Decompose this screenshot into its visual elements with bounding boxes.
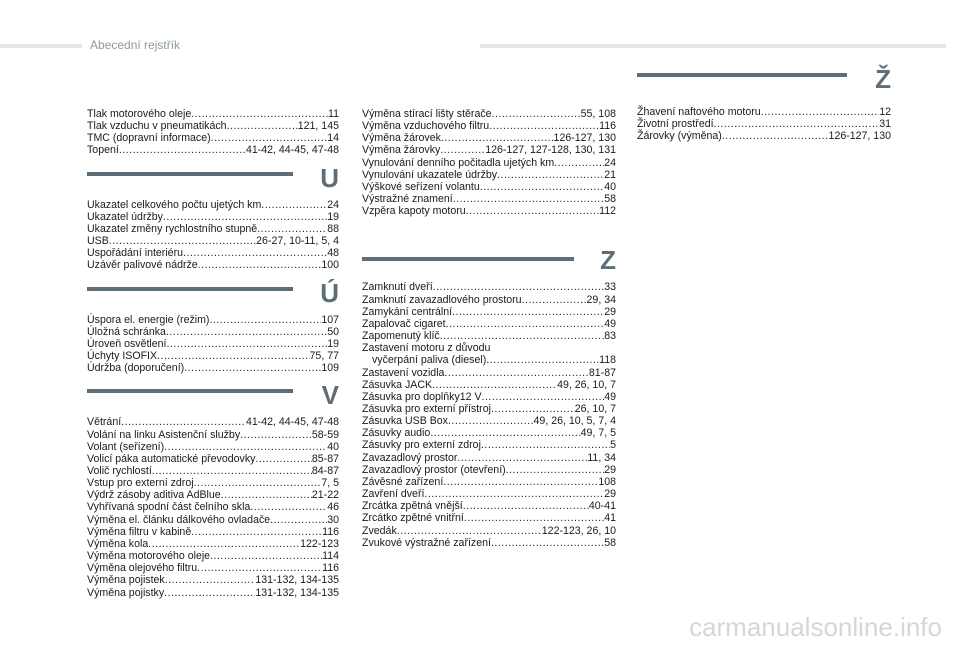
entry-pages: 12: [879, 106, 891, 118]
index-entry: [87, 429, 339, 441]
header-title: Abecední rejstřík: [90, 38, 181, 52]
entry-pages: 75, 77: [309, 350, 339, 363]
index-entry: [362, 281, 616, 293]
entry-term: Výměna el. článku dálkového ovladače: [87, 513, 271, 526]
index-entry: [87, 453, 339, 465]
entry-term: Volicí páka automatické převodovky: [87, 452, 256, 465]
entry-pages: 48: [327, 247, 339, 260]
index-entry: [362, 464, 616, 476]
entry-term: Zamykání centrální: [362, 305, 453, 318]
dot-leader: [164, 441, 327, 453]
entry-term: Výměna žárovek: [362, 132, 441, 145]
entry-term: Výdrž zásoby aditiva AdBlue: [87, 489, 221, 502]
entry-pages: 49, 26, 10, 7: [557, 378, 616, 391]
dot-leader: [554, 157, 604, 169]
index-entry: [87, 199, 339, 211]
index-entry: [87, 326, 339, 338]
entry-pages: 29: [604, 488, 616, 501]
dot-leader: [481, 439, 610, 451]
index-entry: [87, 120, 339, 132]
dot-leader: [184, 362, 321, 374]
entry-list-z-caron: [637, 106, 891, 142]
index-entry: [362, 379, 616, 391]
entry-term: Výměna motorového oleje: [87, 550, 211, 563]
entry-term: Výškové seřízení volantu: [362, 180, 480, 193]
index-entry: [362, 354, 616, 366]
index-entry: [637, 130, 891, 142]
entry-pages: 29: [604, 305, 616, 318]
index-entry: [87, 441, 339, 453]
dot-leader: [441, 132, 554, 144]
entry-term: Zamknutí dveří: [362, 281, 433, 294]
dot-leader: [482, 391, 605, 403]
dot-leader: [209, 314, 321, 326]
entry-pages: 11, 34: [587, 451, 616, 464]
index-entry: [87, 108, 339, 120]
entry-term: Zavazadlový prostor: [362, 451, 458, 464]
entry-pages: 126-127, 127-128, 130, 131: [485, 144, 616, 157]
dot-leader: [183, 247, 327, 259]
dot-leader: [443, 476, 598, 488]
entry-term: Zavazadlový prostor (otevření): [362, 463, 506, 476]
entry-term: Úroveň osvětlení: [87, 337, 167, 350]
index-entry: [362, 306, 616, 318]
section-header-v: [87, 380, 339, 414]
entry-pages: 19: [327, 337, 339, 350]
entry-term: Zapomenutý klíč: [362, 330, 440, 343]
entry-list-z: [362, 281, 616, 548]
entry-pages: 55, 108: [580, 108, 616, 120]
entry-pages: 30: [327, 513, 339, 526]
entry-pages: 31: [879, 118, 891, 131]
dot-leader: [109, 235, 256, 247]
index-entry: [362, 108, 616, 120]
index-entry: [362, 415, 616, 427]
entry-term: Zastavení motoru z důvodu: [362, 342, 491, 355]
entry-term: Zásuvka JACK: [362, 378, 433, 391]
dot-leader: [522, 294, 587, 306]
entry-term: Tlak vzduchu v pneumatikách: [87, 120, 227, 133]
index-entry: [87, 144, 339, 156]
dot-leader: [167, 338, 328, 350]
dot-leader: [491, 537, 604, 549]
entry-pages: 49, 26, 10, 5, 7, 4: [533, 415, 616, 428]
entry-list-v: [87, 416, 339, 598]
section-divider-u-acute: [87, 287, 293, 291]
entry-term: Ukazatel celkového počtu ujetých km: [87, 198, 262, 211]
index-entry: [362, 439, 616, 451]
entry-pages: 49: [604, 317, 616, 330]
index-entry: [362, 193, 616, 205]
entry-term: Žárovky (výměna): [637, 130, 722, 143]
dot-leader: [491, 403, 575, 415]
entry-list-v-cont: [362, 108, 616, 217]
dot-leader: [440, 144, 485, 156]
entry-pages: 33: [604, 281, 616, 294]
entry-pages: 26-27, 10-11, 5, 4: [256, 235, 339, 248]
index-entry: [87, 538, 339, 550]
dot-leader: [452, 306, 604, 318]
dot-leader: [157, 350, 309, 362]
entry-term: Zrcátka zpětná vnější: [362, 500, 463, 513]
entry-term: Tlak motorového oleje: [87, 108, 192, 120]
entry-pages: 107: [321, 313, 339, 326]
entry-pages: 118: [599, 354, 616, 367]
dot-leader: [480, 181, 604, 193]
entry-term: Výměna žárovky: [362, 144, 441, 157]
entry-pages: 41-42, 44-45, 47-48: [245, 144, 339, 157]
section-letter-u-acute: Ú: [320, 277, 339, 308]
dot-leader: [489, 120, 599, 132]
dot-leader: [261, 199, 327, 211]
entry-pages: 116: [322, 562, 339, 575]
entry-term: Výměna kola: [87, 537, 149, 550]
entry-pages: 109: [321, 362, 339, 375]
entry-list-u-acute: [87, 314, 339, 375]
entry-pages: 121, 145: [297, 120, 339, 133]
entry-term: Výměna vzduchového filtru: [362, 120, 490, 133]
entry-pages: 116: [322, 525, 339, 538]
entry-pages: 84-87: [311, 464, 339, 477]
dot-leader: [198, 259, 322, 271]
entry-term: Zrcátko zpětné vnitřní: [362, 512, 464, 525]
dot-leader: [761, 106, 880, 118]
entry-pages: 49, 7, 5: [580, 427, 616, 440]
entry-term: Vynulování denního počitadla ujetých km: [362, 156, 555, 169]
index-entry: [87, 338, 339, 350]
entry-term: Výměna pojistky: [87, 586, 165, 599]
entry-pages: 126-127, 130: [553, 132, 616, 145]
entry-pages: 116: [599, 120, 616, 133]
entry-pages: 40: [604, 180, 616, 193]
entry-term: Topení: [87, 144, 119, 157]
entry-pages: 100: [321, 259, 339, 272]
index-entry: [362, 318, 616, 330]
entry-pages: 21-22: [311, 489, 339, 502]
index-entry: [87, 223, 339, 235]
section-divider-z-caron: [637, 73, 847, 77]
dot-leader: [164, 587, 255, 599]
entry-term: Zásuvka pro doplňky12 V: [362, 390, 482, 403]
entry-pages: 85-87: [311, 452, 339, 465]
entry-term: Zásuvky pro externí zdroj: [362, 439, 481, 452]
dot-leader: [191, 108, 328, 120]
entry-list-u: [87, 199, 339, 272]
entry-pages: 50: [327, 325, 339, 338]
dot-leader: [433, 281, 605, 293]
dot-leader: [255, 453, 311, 465]
entry-term: Vzpěra kapoty motoru: [362, 205, 466, 218]
entry-pages: 108: [598, 475, 616, 488]
index-entry: [87, 501, 339, 513]
entry-pages: 126-127, 130: [828, 130, 891, 143]
entry-term: Ukazatel změny rychlostního stupně: [87, 222, 258, 235]
dot-leader: [457, 452, 587, 464]
entry-term: Zásuvky audio: [362, 427, 431, 440]
index-entry: [362, 181, 616, 193]
dot-leader: [257, 223, 327, 235]
entry-term: Výměna pojistek: [87, 574, 165, 587]
index-entry: [87, 514, 339, 526]
entry-pages: 112: [599, 205, 616, 218]
entry-term: vyčerpání paliva (diesel): [372, 354, 487, 367]
index-entry: [87, 362, 339, 374]
dot-leader: [221, 489, 312, 501]
dot-leader: [446, 318, 605, 330]
dot-leader: [444, 367, 588, 379]
dot-leader: [119, 144, 246, 156]
dot-leader: [440, 330, 604, 342]
entry-term: Údržba (doporučení): [87, 362, 185, 375]
entry-pages: 14: [327, 132, 339, 145]
index-entry: [87, 562, 339, 574]
entry-pages: 131-132, 134-135: [255, 586, 339, 599]
section-letter-u: U: [320, 162, 339, 193]
dot-leader: [227, 120, 298, 132]
dot-leader: [453, 193, 605, 205]
dot-leader: [240, 429, 312, 441]
index-entry: [87, 314, 339, 326]
entry-pages: 114: [322, 550, 339, 563]
index-column-3: [637, 64, 891, 142]
index-entry: [362, 330, 616, 342]
entry-term: Úspora el. energie (režim): [87, 313, 210, 326]
entry-pages: 11: [328, 108, 339, 120]
entry-term: Zásuvka USB Box: [362, 415, 448, 428]
entry-pages: 24: [604, 156, 616, 169]
dot-leader: [463, 500, 589, 512]
section-letter-v: V: [321, 380, 339, 411]
index-entry: [637, 106, 891, 118]
entry-term: Uzávěr palivové nádrže: [87, 259, 198, 272]
index-entry: [362, 537, 616, 549]
dot-leader: [430, 427, 580, 439]
index-column-1: [87, 108, 339, 599]
entry-list-t: [87, 108, 339, 157]
index-entry: [362, 169, 616, 181]
index-entry: [362, 144, 616, 156]
index-entry: [362, 205, 616, 217]
dot-leader: [497, 169, 604, 181]
index-entry: [87, 247, 339, 259]
entry-pages: 29, 34: [586, 293, 616, 306]
dot-leader: [397, 525, 542, 537]
entry-pages: 131-132, 134-135: [255, 574, 339, 587]
dot-leader: [270, 514, 327, 526]
entry-pages: 46: [327, 501, 339, 514]
index-entry: [637, 118, 891, 130]
dot-leader: [492, 108, 581, 120]
entry-term: Životní prostředí: [637, 118, 714, 131]
entry-pages: 122-123, 26, 10: [541, 524, 616, 537]
entry-term: Závěsné zařízení: [362, 475, 444, 488]
entry-pages: 88: [327, 222, 339, 235]
section-header-u-acute: [87, 278, 339, 312]
entry-pages: 7, 5: [321, 477, 339, 490]
entry-pages: 19: [327, 210, 339, 223]
entry-pages: 21: [604, 168, 616, 181]
index-entry: [87, 574, 339, 586]
index-entry: [362, 452, 616, 464]
dot-leader: [197, 562, 322, 574]
dot-leader: [464, 512, 604, 524]
entry-term: Volání na linku Asistenční služby: [87, 428, 241, 441]
entry-term: Zvukové výstražné zařízení: [362, 536, 491, 549]
index-entry: [362, 488, 616, 500]
index-entry: [362, 500, 616, 512]
entry-term: Zamknutí zavazadlového prostoru: [362, 293, 522, 306]
entry-term: Ukazatel údržby: [87, 210, 163, 223]
entry-term: Zastavení vozidla: [362, 366, 445, 379]
index-entry: [362, 342, 616, 354]
entry-pages: 29: [604, 463, 616, 476]
entry-term: Volant (seřízení): [87, 440, 165, 453]
entry-term: Výměna stírací lišty stěrače: [362, 108, 492, 120]
index-entry: [87, 235, 339, 247]
index-column-2: [362, 108, 616, 549]
entry-pages: 83: [604, 330, 616, 343]
index-entry: [362, 294, 616, 306]
index-entry: [87, 489, 339, 501]
entry-term: Zapalovač cigaret: [362, 317, 446, 330]
entry-pages: 122-123: [300, 537, 339, 550]
index-entry: [362, 512, 616, 524]
section-letter-z-caron: Ž: [875, 64, 891, 94]
dot-leader: [191, 526, 322, 538]
index-entry: [362, 120, 616, 132]
index-entry: [87, 259, 339, 271]
header-bar-left: [0, 44, 82, 48]
entry-term: Volič rychlostí: [87, 464, 152, 477]
entry-term: Zvedák: [362, 524, 397, 537]
section-header-z: [362, 231, 616, 276]
dot-leader: [448, 415, 534, 427]
entry-pages: 5: [610, 439, 616, 452]
dot-leader: [165, 574, 256, 586]
entry-term: Úchyty ISOFIX: [87, 350, 158, 363]
index-entry: [87, 526, 339, 538]
dot-leader: [210, 550, 322, 562]
section-divider-z: [362, 257, 574, 261]
entry-pages: 49: [604, 390, 616, 403]
index-entry: [87, 587, 339, 599]
entry-term: Výměna olejového filtru: [87, 562, 198, 575]
entry-term: Zásuvka pro externí přístroj: [362, 402, 491, 415]
dot-leader: [250, 501, 327, 513]
dot-leader: [194, 477, 322, 489]
entry-pages: 40-41: [588, 500, 616, 513]
entry-term: Úložná schránka: [87, 325, 166, 338]
index-entry: [362, 132, 616, 144]
index-entry: [362, 427, 616, 439]
dot-leader: [152, 465, 312, 477]
entry-term: TMC (dopravní informace): [87, 132, 211, 145]
entry-term: USB: [87, 235, 109, 248]
entry-term: Vstup pro externí zdroj: [87, 477, 194, 490]
entry-term: Větrání: [87, 416, 122, 429]
dot-leader: [432, 379, 557, 391]
section-letter-z: Z: [600, 245, 616, 276]
dot-leader: [722, 130, 829, 142]
index-entry: [87, 465, 339, 477]
dot-leader: [424, 488, 604, 500]
dot-leader: [211, 132, 328, 144]
entry-term: Zavření dveří: [362, 488, 425, 501]
index-entry: [87, 416, 339, 428]
dot-leader: [163, 211, 327, 223]
index-entry: [362, 391, 616, 403]
index-entry: [87, 132, 339, 144]
dot-leader: [486, 354, 599, 366]
entry-pages: 40: [327, 440, 339, 453]
entry-pages: 58-59: [311, 428, 339, 441]
index-entry: [87, 477, 339, 489]
index-entry: [362, 476, 616, 488]
entry-pages: 26, 10, 7: [574, 402, 616, 415]
entry-pages: 81-87: [588, 366, 616, 379]
entry-pages: 58: [604, 536, 616, 549]
dot-leader: [166, 326, 327, 338]
index-entry: [362, 157, 616, 169]
index-entry: [87, 350, 339, 362]
dot-leader: [121, 416, 246, 428]
index-entry: [87, 211, 339, 223]
section-divider-v: [87, 389, 293, 393]
entry-pages: 24: [327, 198, 339, 211]
header-bar-right: [480, 44, 946, 48]
watermark: carmanualsonline.info: [689, 612, 942, 642]
entry-term: Žhavení naftového motoru: [637, 106, 761, 118]
dot-leader: [466, 205, 599, 217]
entry-pages: 58: [604, 193, 616, 206]
entry-term: Výměna filtru v kabině: [87, 525, 192, 538]
dot-leader: [148, 538, 300, 550]
section-divider-u: [87, 172, 293, 176]
index-entry: [362, 403, 616, 415]
entry-pages: 41: [604, 512, 616, 525]
section-header-z-caron: [637, 64, 891, 98]
entry-term: Výstražné znamení: [362, 193, 453, 206]
entry-term: Vyhřívaná spodní část čelního skla: [87, 501, 251, 514]
index-entry: [87, 550, 339, 562]
entry-pages: 41-42, 44-45, 47-48: [245, 416, 339, 429]
dot-leader: [714, 118, 880, 130]
dot-leader: [506, 464, 605, 476]
section-header-u: [87, 163, 339, 197]
index-entry: [362, 525, 616, 537]
entry-term: Uspořádání interiéru: [87, 247, 183, 260]
entry-term: Vynulování ukazatele údržby: [362, 168, 498, 181]
index-entry: [362, 367, 616, 379]
